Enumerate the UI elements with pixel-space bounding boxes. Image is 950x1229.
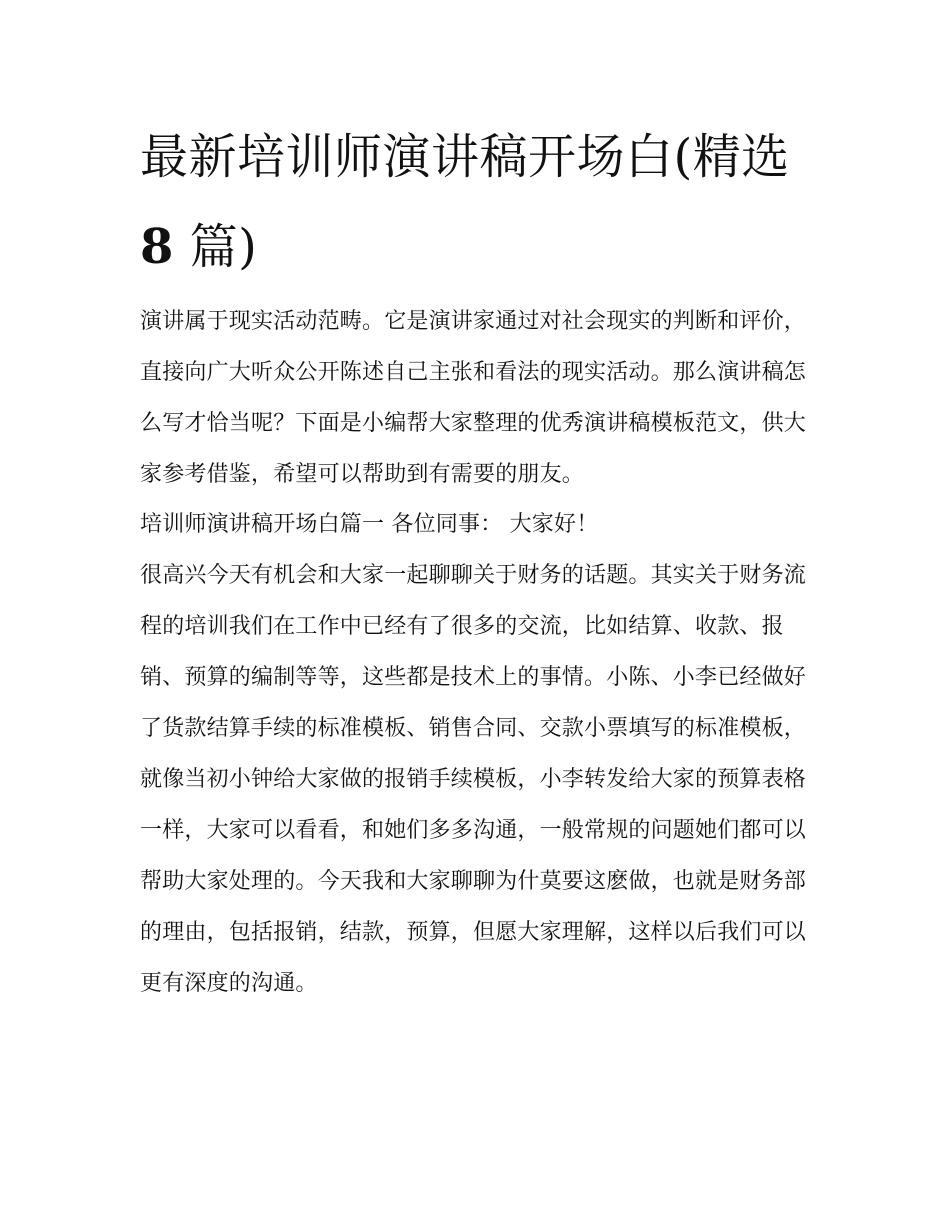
intro-paragraph: 演讲属于现实活动范畴。它是演讲家通过对社会现实的判断和评价，直接向广大听众公开陈述自己主张和看法的现实活动。那么演讲稿怎么写才恰当呢？下面是小编帮大家整理的优秀演讲稿模板范文，供大家参考借鉴，希望可以帮助到有需要的朋友。 bbox=[140, 309, 807, 487]
document-title bbox=[140, 112, 812, 292]
document-title-end: 篇) bbox=[189, 219, 258, 275]
document-page bbox=[140, 112, 812, 1009]
section-heading: 培训师演讲稿开场白篇一 各位同事： 大家好！ bbox=[140, 512, 599, 537]
document-title-count: 8 bbox=[140, 219, 174, 275]
document-title-main: 最新培训师演讲稿开场白(精选 bbox=[140, 129, 790, 185]
body-paragraph: 很高兴今天有机会和大家一起聊聊关于财务的话题。其实关于财务流程的培训我们在工作中已经有了很多的交流，比如结算、收款、报销、预算的编制等等，这些都是技术上的事情。小陈、小李已经做好了货款结算手续的标准模板、销售合同、交款小票填写的标准模板，就像当初小钟给大家做的报销手续模板，小李转发给大家的预算表格一样，大家可以看看，和她们多多沟通，一般常规的问题她们都可以帮助大家处理的。今天我和大家聊聊为什莫要这麽做，也就是财务部的理由，包括报销，结款，预算，但愿大家理解，这样以后我们可以更有深度的沟通。 bbox=[140, 563, 807, 996]
